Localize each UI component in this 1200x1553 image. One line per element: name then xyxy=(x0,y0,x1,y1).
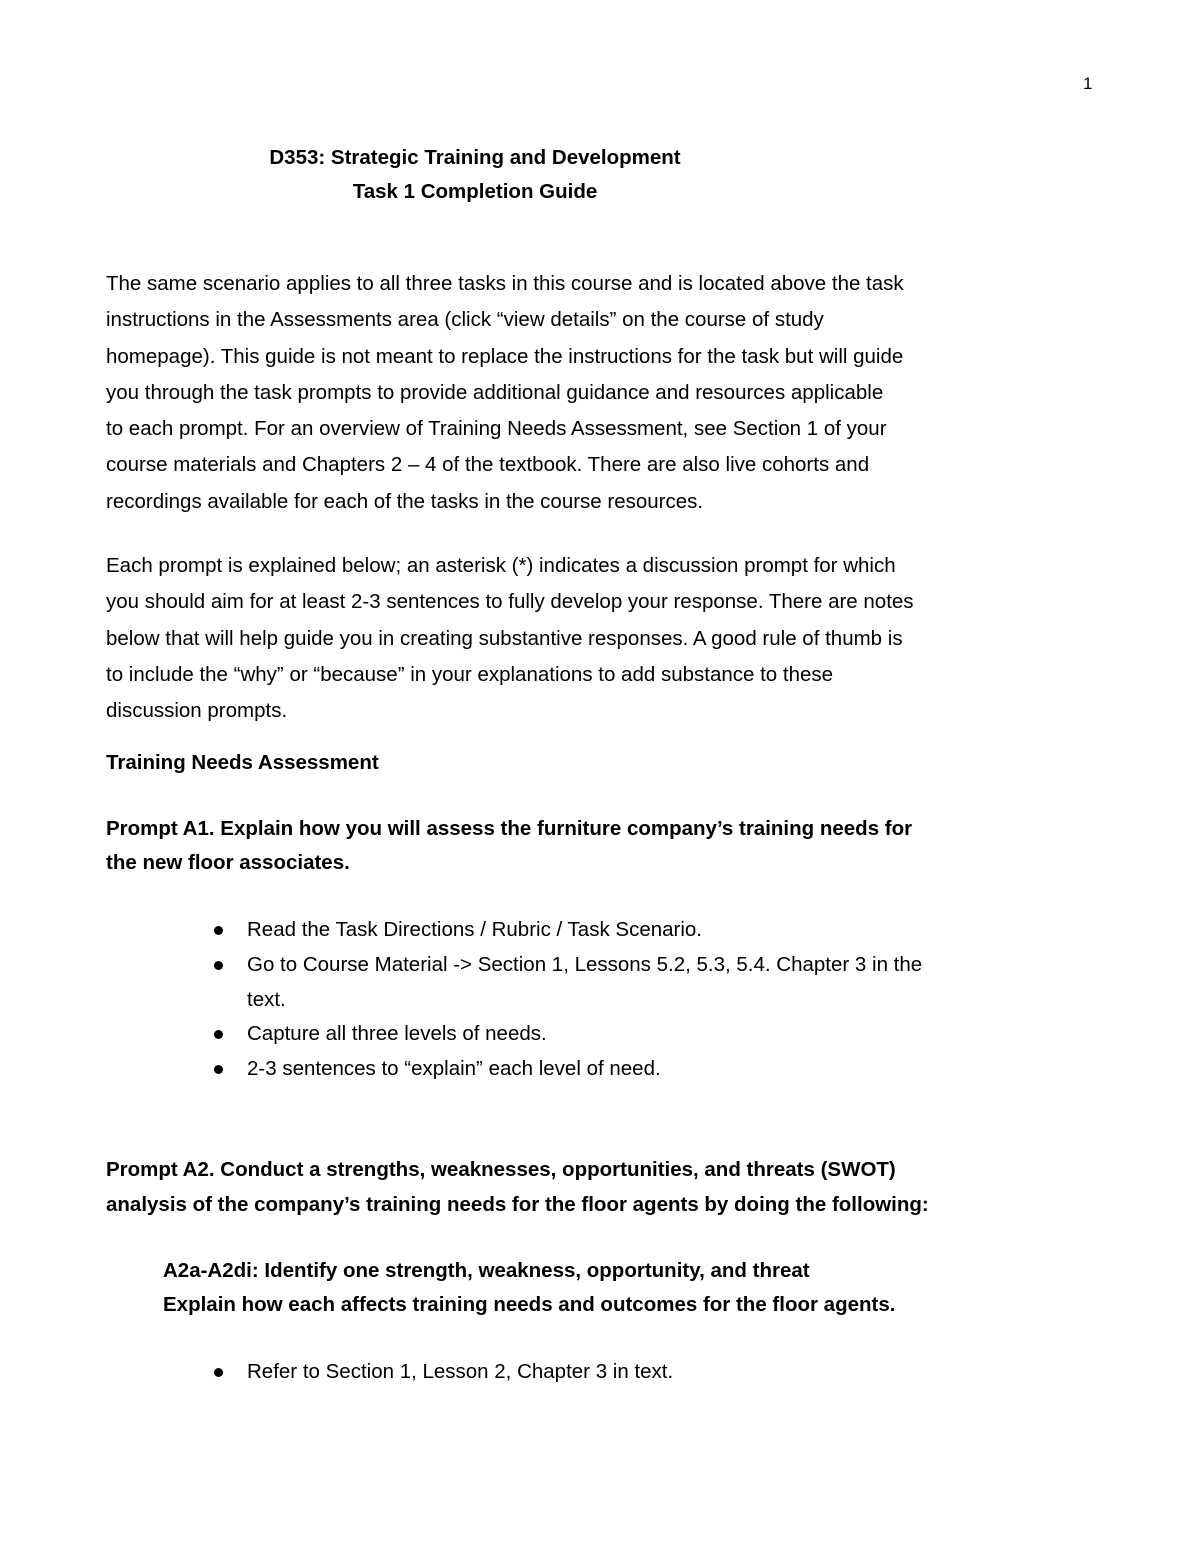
prompt-line: Explain how each affects training needs and outcomes for the floor agents. xyxy=(163,1293,896,1316)
intro-paragraph xyxy=(106,266,904,520)
a2-bullet-list xyxy=(214,1355,673,1390)
prompt-line: Prompt A1. Explain how you will assess the furniture company’s training needs for xyxy=(106,817,913,840)
paragraph-line: instructions in the Assessments area (click “view details” on the course of study xyxy=(106,308,824,332)
prompt-line: analysis of the company’s training needs for the floor agents by doing the following: xyxy=(106,1193,929,1216)
bullet-icon xyxy=(214,1030,223,1039)
prompt-line: Prompt A2. Conduct a strengths, weaknesses, opportunities, and threats (SWOT) xyxy=(106,1158,896,1181)
paragraph-line: discussion prompts. xyxy=(106,699,288,723)
page-number: 1 xyxy=(1083,74,1093,93)
paragraph-line: below that will help guide you in creating substantive responses. A good rule of thumb is xyxy=(106,626,903,650)
section-heading: Training Needs Assessment xyxy=(106,751,379,774)
paragraph-line: homepage). This guide is not meant to replace the instructions for the task but will guide xyxy=(106,344,904,368)
prompt-explanation-paragraph xyxy=(106,548,914,729)
document-title xyxy=(0,141,950,209)
paragraph-line: recordings available for each of the tasks in the course resources. xyxy=(106,489,704,513)
paragraph-line: The same scenario applies to all three tasks in this course and is located above the task xyxy=(106,272,904,295)
bullet-icon xyxy=(214,1368,223,1377)
bullet-icon xyxy=(214,1065,223,1074)
bullet-item: Go to Course Material -> Section 1, Lessons 5.2, 5.3, 5.4. Chapter 3 in the xyxy=(214,948,922,983)
prompt-a2 xyxy=(106,1152,929,1222)
paragraph-line: Each prompt is explained below; an asterisk (*) indicates a discussion prompt for which xyxy=(106,554,896,577)
prompt-line: the new floor associates. xyxy=(106,851,350,874)
paragraph-line: to each prompt. For an overview of Training Needs Assessment, see Section 1 of your xyxy=(106,417,887,441)
paragraph-line: you should aim for at least 2-3 sentences to fully develop your response. There are notes xyxy=(106,590,914,614)
subtitle-line: Task 1 Completion Guide xyxy=(352,180,598,203)
bullet-item: Refer to Section 1, Lesson 2, Chapter 3 in text. xyxy=(214,1355,673,1390)
prompt-line: A2a-A2di: Identify one strength, weakness, opportunity, and threat xyxy=(163,1259,810,1282)
paragraph-line: course materials and Chapters 2 – 4 of the textbook. There are also live cohorts and xyxy=(106,453,870,477)
bullet-item: Capture all three levels of needs. xyxy=(214,1017,922,1052)
bullet-item: 2-3 sentences to “explain” each level of need. xyxy=(214,1052,922,1087)
title-line: D353: Strategic Training and Development xyxy=(269,146,681,169)
bullet-item: Read the Task Directions / Rubric / Task Scenario. xyxy=(214,913,922,948)
bullet-icon xyxy=(214,926,223,935)
a1-bullet-list xyxy=(214,913,922,1087)
paragraph-line: you through the task prompts to provide additional guidance and resources applicable xyxy=(106,380,884,404)
bullet-item-continuation: text. xyxy=(247,987,286,1011)
paragraph-line: to include the “why” or “because” in your explanations to add substance to these xyxy=(106,662,834,686)
bullet-icon xyxy=(214,961,223,970)
prompt-a2a xyxy=(163,1254,895,1322)
prompt-a1 xyxy=(106,812,912,880)
